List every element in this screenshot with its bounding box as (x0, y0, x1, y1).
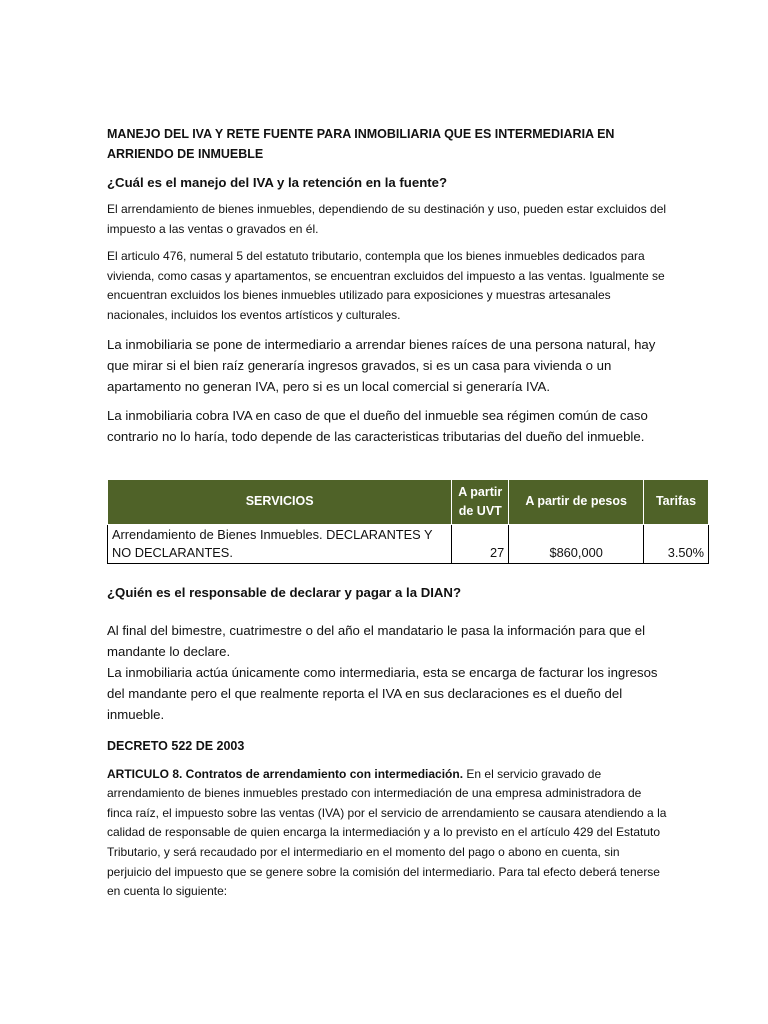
question-responsable-dian: ¿Quién es el responsable de declarar y pagar a la DIAN? (107, 584, 461, 600)
paragraph-arrendamiento: El arrendamiento de bienes inmuebles, dependiendo de su destinación y uso, pueden estar excluidos del impuesto a las ventas o gravados en él. (107, 202, 667, 236)
cell-uvt: 27 (452, 524, 509, 563)
article-8 (107, 765, 667, 902)
article-8-heading: ARTICULO 8. Contratos de arrendamiento con intermediación. (107, 766, 464, 781)
decree-heading: DECRETO 522 DE 2003 (107, 738, 245, 753)
paragraph-intermediaria: La inmobiliaria actúa únicamente como intermediaria, esta se encarga de facturar los ingresos del mandante pero el que realmente reporta el IVA en sus declaraciones es el dueño del inmueble. (107, 664, 658, 722)
header-tarifas: Tarifas (644, 479, 709, 524)
services-table-wrapper (107, 479, 704, 564)
paragraph-inmobiliaria-cobra-iva: La inmobiliaria cobra IVA en caso de que el dueño del inmueble sea régimen común de caso contrario no lo haría, todo depende de las caracteristicas tributarias del dueño del inmueble. (107, 407, 648, 444)
document-content (107, 124, 704, 902)
article-8-body: En el servicio gravado de arrendamiento de bienes inmuebles prestado con intermediación de una empresa administradora de finca raíz, el impuesto sobre las ventas (IVA) por el servicio de arrendamiento se causara atendiendo a la calidad de responsable de quien encarga la intermediación y a lo previsto en el artículo 429 del Estatuto Tributario, y será recaudado por el intermediario en el momento del pago o abono en cuenta, sin perjuicio del impuesto que se genere sobre la comisión del intermediario. Para tal efecto deberá tenerse en cuenta lo siguiente: (107, 766, 667, 899)
services-table (107, 479, 709, 564)
paragraph-articulo-476: El articulo 476, numeral 5 del estatuto tributario, contempla que los bienes inmuebles dedicados para vivienda, como casas y apartamentos, se encuentran excluidos del impuesto a las ventas. Igualmente se encuentran excluidos los bienes inmuebles utilizado para exposiciones y muestras artesanales nacionales, incluidos los eventos artísticos y culturales. (107, 249, 665, 322)
header-pesos: A partir de pesos (509, 479, 644, 524)
question-iva-retention: ¿Cuál es el manejo del IVA y la retención en la fuente? (107, 175, 448, 190)
cell-rate: 3.50% (644, 524, 709, 563)
paragraph-inmobiliaria-intermediario: La inmobiliaria se pone de intermediario a arrendar bienes raíces de una persona natural, hay que mirar si el bien raíz generaría ingresos gravados, si es un casa para vivienda o un apartamento no generan IVA, pero si es un local comercial si generaría IVA. (107, 336, 656, 394)
responsable-block (107, 620, 667, 725)
header-servicios: SERVICIOS (108, 479, 452, 524)
table-header-row (108, 479, 709, 524)
paragraph-mandatario: Al final del bimestre, cuatrimestre o del año el mandatario le pasa la información para que el mandante lo declare. (107, 622, 646, 659)
cell-pesos: $860,000 (509, 524, 644, 563)
cell-service: Arrendamiento de Bienes Inmuebles. DECLARANTES Y NO DECLARANTES. (108, 524, 452, 563)
document-title: MANEJO DEL IVA Y RETE FUENTE PARA INMOBILIARIA QUE ES INTERMEDIARIA EN ARRIENDO DE INMUEBLE (107, 127, 615, 161)
header-uvt: A partir de UVT (452, 479, 509, 524)
table-row (108, 524, 709, 563)
